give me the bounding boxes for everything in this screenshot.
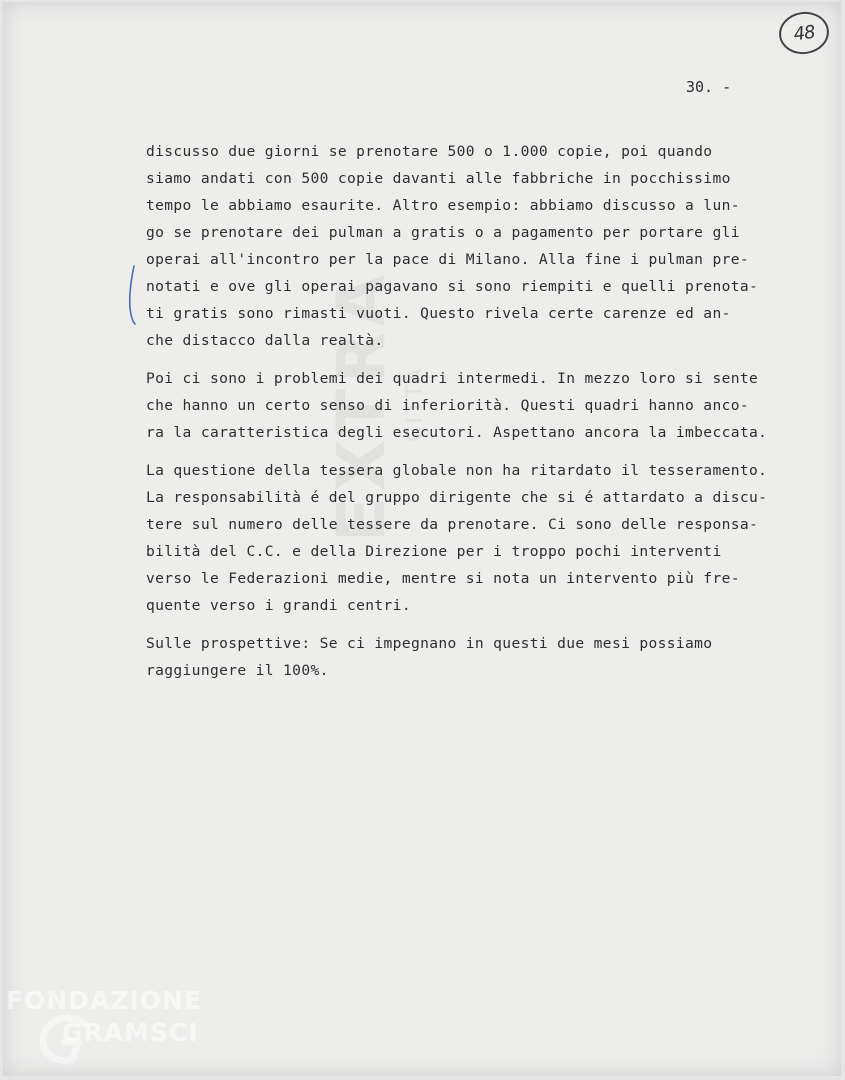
text-line: verso le Federazioni medie, mentre si nota un intervento più fre- — [146, 570, 740, 587]
text-line: ti gratis sono rimasti vuoti. Questo rivela certe carenze ed an- — [146, 305, 731, 322]
text-line: che distacco dalla realtà. — [146, 332, 384, 349]
text-line: tempo le abbiamo esaurite. Altro esempio: abbiamo discusso a lun- — [146, 197, 740, 214]
text-line: discusso due giorni se prenotare 500 o 1.000 copie, poi quando — [146, 143, 713, 160]
text-line: Sulle prospettive: Se ci impegnano in questi due mesi possiamo — [146, 635, 713, 652]
text-line: operai all'incontro per la pace di Milano. Alla fine i pulman pre- — [146, 251, 749, 268]
text-line: siamo andati con 500 copie davanti alle fabbriche in pocchissimo — [146, 170, 731, 187]
text-line: La responsabilità é del gruppo dirigente che si é attardato a discu- — [146, 489, 768, 506]
text-line: notati e ove gli operai pagavano si sono riempiti e quelli prenota- — [146, 278, 759, 295]
archive-number-text: 48 — [792, 21, 816, 45]
text-line: che hanno un certo senso di inferiorità. Questi quadri hanno anco- — [146, 397, 749, 414]
text-line: go se prenotare dei pulman a gratis o a pagamento per portare gli — [146, 224, 740, 241]
logo-line1-text: FONDAZIONE — [6, 986, 203, 1015]
text-line: bilità del C.C. e della Direzione per i troppo pochi interventi — [146, 543, 722, 560]
text-line: ra la caratteristica degli esecutori. Aspettano ancora la imbeccata. — [146, 424, 768, 441]
page-number: 30. - — [686, 78, 732, 96]
logo-line2-text: GRAMSCI — [62, 1018, 199, 1047]
stamp-main-text: EXTRA — [323, 269, 400, 542]
document-page — [3, 2, 841, 1076]
text-line: tere sul numero delle tessere da prenotare. Ci sono delle responsa- — [146, 516, 759, 533]
fondazione-gramsci-logo — [6, 986, 216, 1076]
text-line: quente verso i grandi centri. — [146, 597, 411, 614]
text-line: Poi ci sono i problemi dei quadri intermedi. In mezzo loro si sente — [146, 370, 759, 387]
margin-pen-mark — [125, 264, 139, 326]
paragraph — [146, 630, 836, 684]
paragraph — [146, 138, 836, 354]
typed-body-text — [146, 138, 836, 695]
stamp-sub-text: CITTÀ — [403, 365, 428, 442]
text-line: La questione della tessera globale non ha ritardato il tesseramento. — [146, 462, 768, 479]
archive-number — [776, 9, 831, 58]
text-line: raggiungere il 100%. — [146, 662, 329, 679]
paragraph — [146, 457, 836, 619]
paragraph — [146, 365, 836, 446]
